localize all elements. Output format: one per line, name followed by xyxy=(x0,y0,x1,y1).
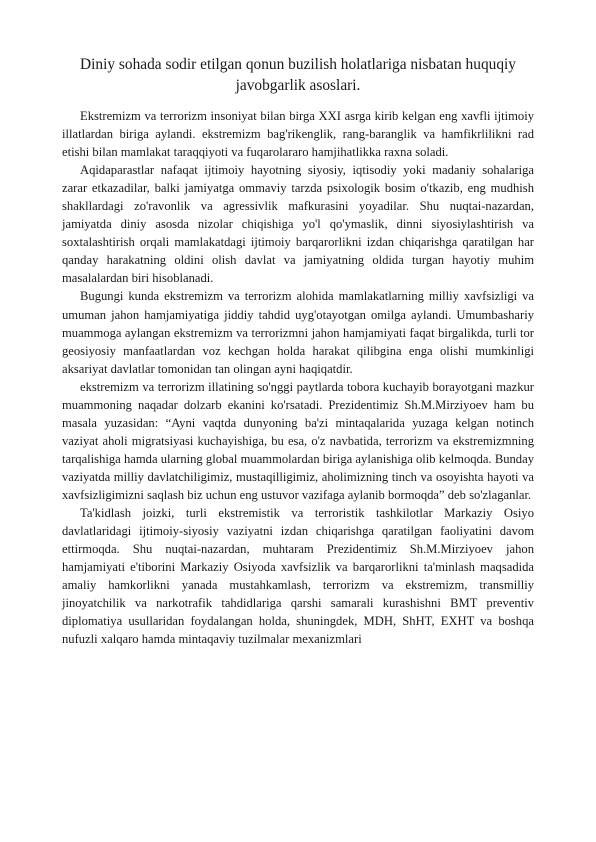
paragraph-3: Bugungi kunda ekstremizm va terrorizm alohida mamlakatlarning milliy xavfsizligi va umuman jahon hamjamiyatiga jiddiy tahdid uyg'otayotgan omilga aylandi. Umumbashariy muammoga aylangan ekstremizm va terrorizmni jahon hamjamiyati faqat birgalikda, turli tor geosiyosiy manfaatlardan voz kechgan holda harakat qilibgina enga olishi mumkinligi aksariyat davlatlar tomonidan tan olingan ayni haqiqatdir. xyxy=(62,289,534,376)
paragraph-1: Ekstremizm va terrorizm insoniyat bilan birga XXI asrga kirib kelgan eng xavfli ijtimoiy illatlardan biriga aylandi. ekstremizm bag'rikenglik, rang-baranglik va hamfikrlilikni rad etishi bilan mamlakat taraqqiyoti va fuqarolararo hamjihatlikka raxna soladi. xyxy=(62,109,534,160)
document-title: Diniy sohada sodir etilgan qonun buzilish holatlariga nisbatan huquqiy javobgarlik asoslari. xyxy=(80,56,516,94)
paragraph-2: Aqidaparastlar nafaqat ijtimoiy hayotning siyosiy, iqtisodiy yoki madaniy sohalariga zarar etkazadilar, balki jamiyatga ommaviy tarzda psixologik bosim o'tkazib, eng mudhish shakllardagi zo'ravonlik va agressivlik mafkurasini yoyadilar. Shu nuqtai-nazardan, jamiyatda diniy asosda nizolar chiqishiga yo'l qo'ymaslik, dinni siyosiylashtirish va soxtalashtirish orqali mamlakatdagi ijtimoiy barqarorlikni izdan chiqarishga qaratilgan har qanday harakatning oldini olish davlat va jamiyatning oldida turgan hayotiy muhim masalalardan biri hisoblanadi. xyxy=(62,163,534,286)
document-page xyxy=(62,54,534,648)
paragraph-4: ekstremizm va terrorizm illatining so'nggi paytlarda tobora kuchayib borayotgani mazkur muammoning naqadar dolzarb ekanini ko'rsatadi. Prezidentimiz Sh.M.Mirziyoev ham bu masala yuzasidan: “Ayni vaqtda dunyoning ba'zi mintaqalarida yuzaga kelgan notinch vaziyat aholi migratsiyasi kuchayishiga, bu esa, o'z navbatida, terrorizm va ekstremizmning tarqalishiga hamda ularning global muammolardan biriga aylanishiga olib kelmoqda. Bunday vaziyatda milliy davlatchiligimiz, mustaqilligimiz, aholimizning tinch va osoyishta hayoti va xavfsizligimizni saqlash biz uchun eng ustuvor vazifaga aylanib bormoqda” deb so'zlaganlar. xyxy=(62,379,534,502)
paragraph-5: Ta'kidlash joizki, turli ekstremistik va terroristik tashkilotlar Markaziy Osiyo davlatlaridagi ijtimoiy-siyosiy vaziyatni izdan chiqarishga qaratilgan faoliyatini davom ettirmoqda. Shu nuqtai-nazardan, muhtaram Prezidentimiz Sh.M.Mirziyoev jahon hamjamiyati e'tiborini Markaziy Osiyoda xavfsizlik va barqarorlikni ta'minlash maqsadida amaliy hamkorlikni yanada mustahkamlash, terrorizm va ekstremizm, transmilliy jinoyatchilik va narkotrafik tahdidlariga qarshi samarali kurashishni BMT preventiv diplomatiya usullaridan foydalangan holda, shuningdek, MDH, ShHT, EXHT va boshqa nufuzli xalqaro hamda mintaqaviy tuzilmalar mexanizmlari xyxy=(62,506,534,647)
